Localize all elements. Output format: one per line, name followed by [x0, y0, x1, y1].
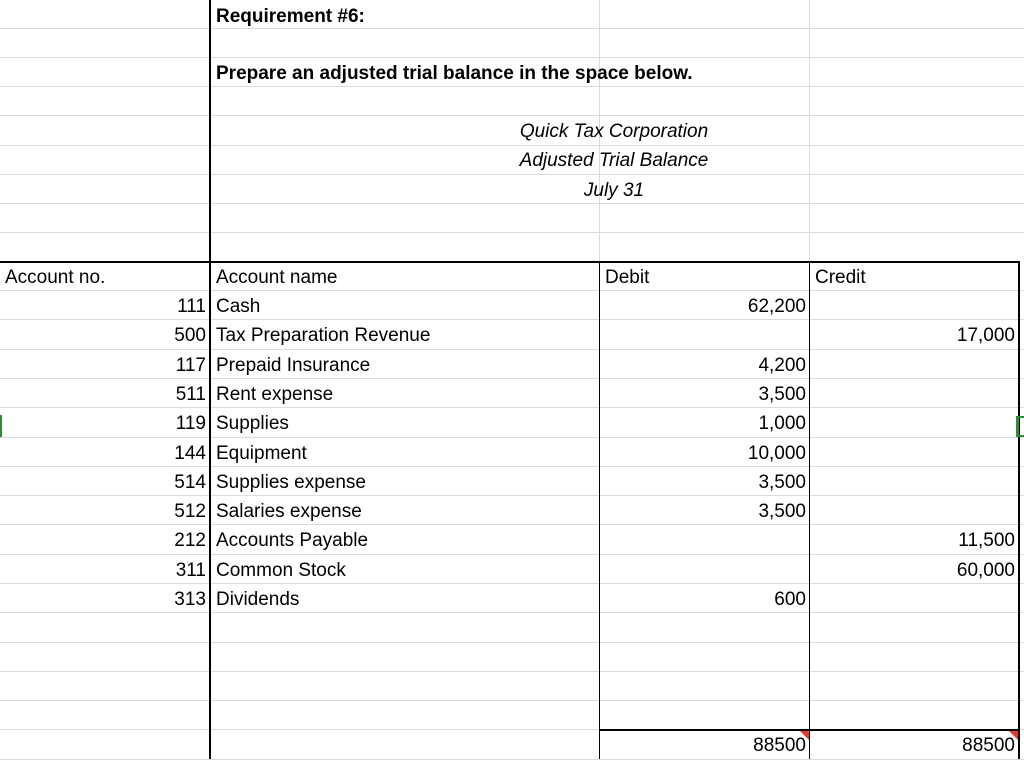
gridline-row [0, 671, 1024, 672]
gridline-row [0, 642, 1024, 643]
credit-cell[interactable] [810, 380, 1015, 409]
debit-cell[interactable] [600, 526, 806, 555]
gridline-row [0, 28, 1024, 29]
requirement-title[interactable]: Requirement #6: [216, 6, 365, 27]
gridline-row [0, 700, 1024, 701]
credit-cell[interactable] [810, 468, 1015, 497]
debit-cell[interactable]: 600 [774, 589, 806, 610]
debit-cell[interactable]: 3,500 [758, 501, 806, 522]
credit-cell[interactable] [810, 497, 1015, 526]
debit-cell[interactable] [600, 556, 806, 585]
account-number-cell[interactable]: 511 [175, 384, 206, 405]
header-account-name[interactable]: Account name [216, 267, 338, 288]
header-account-no[interactable]: Account no. [5, 267, 106, 288]
account-name-cell[interactable]: Cash [216, 296, 261, 317]
account-name-cell[interactable]: Rent expense [216, 384, 334, 405]
debit-cell[interactable]: 1,000 [758, 413, 806, 434]
account-number-cell[interactable]: 117 [175, 355, 206, 376]
active-cell-marker-right-top [1016, 416, 1024, 418]
active-cell-marker-right [1016, 417, 1019, 437]
company-name[interactable]: Quick Tax Corporation [519, 121, 709, 142]
credit-cell[interactable] [810, 585, 1015, 614]
gridline-row [0, 115, 1024, 116]
comment-indicator-icon[interactable] [1009, 731, 1018, 740]
active-cell-marker-left [0, 415, 2, 437]
account-name-cell[interactable]: Supplies [216, 413, 289, 434]
account-number-cell[interactable]: 212 [174, 530, 206, 551]
account-name-cell[interactable]: Supplies expense [216, 472, 366, 493]
account-number-cell[interactable]: 111 [177, 296, 206, 317]
header-debit[interactable]: Debit [605, 267, 650, 288]
gridline-row [0, 232, 1024, 233]
credit-cell[interactable] [810, 292, 1015, 321]
credit-cell[interactable] [810, 351, 1015, 380]
credit-cell[interactable]: 60,000 [956, 560, 1015, 581]
statement-date[interactable]: July 31 [583, 180, 645, 201]
debit-cell[interactable]: 3,500 [758, 472, 806, 493]
debit-cell[interactable] [600, 321, 806, 350]
header-credit[interactable]: Credit [815, 267, 866, 288]
account-number-cell[interactable]: 119 [175, 413, 206, 434]
gridline-row [0, 290, 1024, 291]
border-header-top [0, 261, 1020, 263]
total-credit[interactable]: 88500 [962, 735, 1015, 756]
credit-cell[interactable]: 11,500 [958, 530, 1015, 551]
account-number-cell[interactable]: 514 [174, 472, 206, 493]
border-right-credit-col [1018, 261, 1020, 759]
debit-cell[interactable]: 10,000 [747, 443, 806, 464]
account-number-cell[interactable]: 311 [175, 560, 206, 581]
active-cell-marker-right-bottom [1016, 435, 1024, 437]
gridline-row [0, 57, 1024, 58]
account-number-cell[interactable]: 500 [174, 325, 206, 346]
total-debit[interactable]: 88500 [753, 735, 806, 756]
account-number-cell[interactable]: 512 [174, 501, 206, 522]
comment-indicator-icon[interactable] [800, 731, 809, 740]
credit-cell[interactable] [810, 439, 1015, 468]
account-name-cell[interactable]: Dividends [216, 589, 300, 610]
account-name-cell[interactable]: Accounts Payable [216, 530, 369, 551]
account-name-cell[interactable]: Equipment [216, 443, 307, 464]
debit-cell[interactable]: 3,500 [758, 384, 806, 405]
account-name-cell[interactable]: Prepaid Insurance [216, 355, 371, 376]
account-number-cell[interactable]: 144 [174, 443, 206, 464]
border-left-name-col [209, 0, 211, 759]
credit-cell[interactable]: 17,000 [956, 325, 1015, 346]
debit-cell[interactable]: 62,200 [747, 296, 806, 317]
account-name-cell[interactable]: Common Stock [216, 560, 346, 581]
statement-title[interactable]: Adjusted Trial Balance [519, 150, 709, 171]
account-name-cell[interactable]: Salaries expense [216, 501, 362, 522]
requirement-instruction[interactable]: Prepare an adjusted trial balance in the space below. [216, 63, 693, 84]
account-number-cell[interactable]: 313 [174, 589, 206, 610]
account-name-cell[interactable]: Tax Preparation Revenue [216, 325, 431, 346]
debit-cell[interactable]: 4,200 [758, 355, 806, 376]
credit-cell[interactable] [810, 409, 1015, 438]
